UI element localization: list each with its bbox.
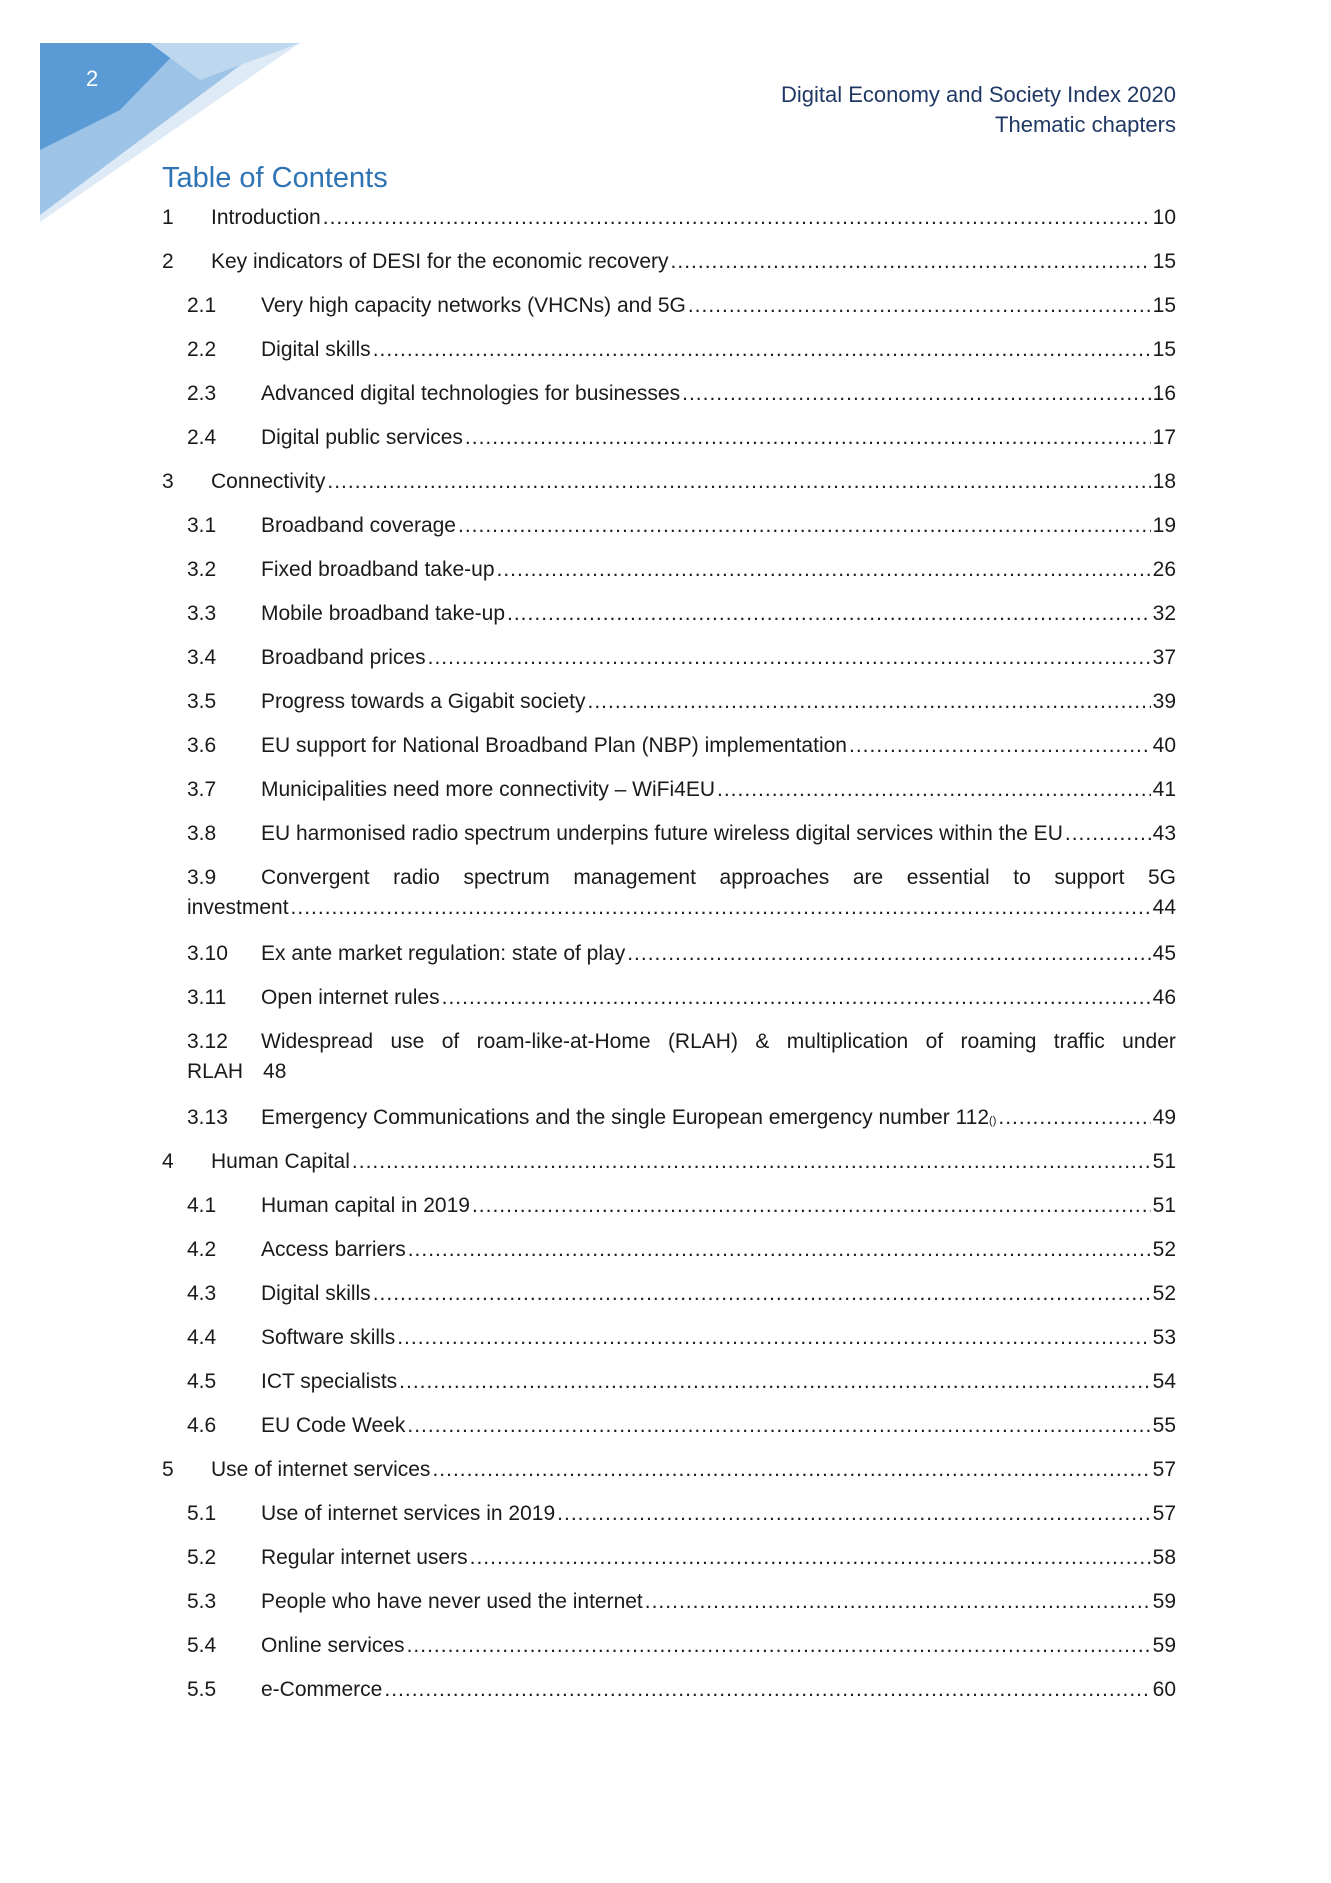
toc-entry-page: 15 xyxy=(1152,338,1176,361)
toc-entry-word: Widespread xyxy=(261,1030,374,1053)
toc-entry[interactable] xyxy=(162,1191,1176,1235)
toc-entry[interactable] xyxy=(162,335,1176,379)
toc-entry-title: investment xyxy=(187,896,289,919)
toc-entry-line xyxy=(162,467,1176,497)
toc-entry[interactable] xyxy=(162,1499,1176,1543)
toc-entry-line xyxy=(187,983,1176,1013)
toc-entry-number: 3.1 xyxy=(187,514,217,537)
toc-entry[interactable] xyxy=(162,1279,1176,1323)
toc-entry-title: Progress towards a Gigabit society xyxy=(261,690,586,713)
toc-entry-title: Very high capacity networks (VHCNs) and 5G xyxy=(261,294,686,317)
toc-entry-line xyxy=(187,1103,1176,1136)
toc-entry-line xyxy=(162,1455,1176,1485)
toc-entry-line xyxy=(162,1147,1176,1177)
toc-entry-line xyxy=(187,335,1176,365)
toc-leader-dots xyxy=(399,1367,1150,1397)
toc-leader-dots xyxy=(682,379,1151,409)
toc-entry[interactable] xyxy=(162,1675,1176,1719)
toc-entry-line xyxy=(187,1543,1176,1573)
toc-entry-title: Connectivity xyxy=(211,470,326,493)
toc-entry-page: 41 xyxy=(1152,778,1176,801)
toc-entry-number: 3.4 xyxy=(187,646,217,669)
toc-leader-dots xyxy=(407,1411,1150,1441)
toc-entry-line xyxy=(187,555,1176,585)
toc-entry-line xyxy=(187,1027,1176,1057)
toc-entry[interactable] xyxy=(162,863,1176,939)
header-title: Digital Economy and Society Index 2020 xyxy=(780,82,1176,107)
toc-entry-title: Fixed broadband take-up xyxy=(261,558,495,581)
toc-entry-line xyxy=(187,1367,1176,1397)
toc-entry-title: EU harmonised radio spectrum underpins future wireless digital services within the EU xyxy=(261,822,1063,845)
toc-entry-page: 53 xyxy=(1152,1326,1176,1349)
toc-entry[interactable] xyxy=(162,247,1176,291)
toc-entry-title: Use of internet services in 2019 xyxy=(261,1502,556,1525)
toc-leader-dots xyxy=(717,775,1151,805)
toc-entry-word: radio xyxy=(393,866,440,889)
toc-entry-title: Human Capital xyxy=(211,1150,350,1173)
toc-entry-title: Broadband prices xyxy=(261,646,426,669)
toc-entry-line xyxy=(187,643,1176,673)
toc-entry-number: 3.9 xyxy=(187,866,217,889)
toc-entry[interactable] xyxy=(162,819,1176,863)
toc-leader-dots xyxy=(998,1103,1150,1133)
toc-entry[interactable] xyxy=(162,291,1176,335)
toc-entry-page: 17 xyxy=(1152,426,1176,449)
toc-entry-page: 57 xyxy=(1152,1458,1176,1481)
toc-entry[interactable] xyxy=(162,775,1176,819)
toc-entry-number: 4 xyxy=(162,1150,174,1173)
toc-entry-word: roam-like-at-Home xyxy=(476,1030,651,1053)
toc-leader-dots xyxy=(323,203,1151,233)
toc-leader-dots xyxy=(587,687,1150,717)
toc-entry-title: Online services xyxy=(261,1634,405,1657)
toc-leader-dots xyxy=(465,423,1151,453)
toc-entry-page: 32 xyxy=(1152,602,1176,625)
toc-entry-title: Access barriers xyxy=(261,1238,406,1261)
toc-entry-page: 59 xyxy=(1152,1634,1176,1657)
toc-leader-dots xyxy=(472,1191,1151,1221)
toc-entry[interactable] xyxy=(162,1411,1176,1455)
toc-entry-number: 3.2 xyxy=(187,558,217,581)
toc-entry[interactable] xyxy=(162,1323,1176,1367)
toc-entry-page: 60 xyxy=(1152,1678,1176,1701)
toc-leader-dots xyxy=(497,555,1151,585)
toc-entry-number: 4.4 xyxy=(187,1326,217,1349)
toc-entry-line xyxy=(187,1235,1176,1265)
toc-entry-page: 45 xyxy=(1152,942,1176,965)
toc-entry-number: 3.5 xyxy=(187,690,217,713)
toc-entry-title: Municipalities need more connectivity – WiFi4EU xyxy=(261,778,716,801)
toc-entry-line xyxy=(187,291,1176,321)
footnote-marker: () xyxy=(989,1115,997,1127)
toc-entry-number: 3.7 xyxy=(187,778,217,801)
toc-entry-word: of xyxy=(925,1030,944,1053)
toc-entry-page: 16 xyxy=(1152,382,1176,405)
toc-entry-word: support xyxy=(1054,866,1125,889)
toc-entry-line xyxy=(187,1057,1176,1087)
toc-entry-number: 2.4 xyxy=(187,426,217,449)
toc-entry-page: 19 xyxy=(1152,514,1176,537)
toc-entry-title: EU support for National Broadband Plan (NBP) implementation xyxy=(261,734,847,757)
toc-entry-page: 48 xyxy=(263,1060,287,1083)
toc-title: Table of Contents xyxy=(162,162,388,194)
toc-entry-number: 5.3 xyxy=(187,1590,217,1613)
toc-entry-title: Mobile broadband take-up xyxy=(261,602,506,625)
toc-entry-number: 5.4 xyxy=(187,1634,217,1657)
toc-entry-title: Use of internet services xyxy=(211,1458,431,1481)
toc-entry-line xyxy=(187,1631,1176,1661)
toc-entry-number: 3.6 xyxy=(187,734,217,757)
toc-entry-number: 5.5 xyxy=(187,1678,217,1701)
toc-leader-dots xyxy=(373,1279,1151,1309)
toc-entry-number: 3.8 xyxy=(187,822,217,845)
toc-leader-dots xyxy=(507,599,1151,629)
toc-leader-dots xyxy=(373,335,1151,365)
toc-entry-title: Open internet rules xyxy=(261,986,440,1009)
toc-entry-title: RLAH xyxy=(187,1060,244,1083)
toc-entry-title: Digital public services xyxy=(261,426,463,449)
toc-entry[interactable] xyxy=(162,731,1176,775)
toc-entry-word: under xyxy=(1122,1030,1176,1053)
toc-entry-word: roaming xyxy=(960,1030,1037,1053)
toc-entry-word: 5G xyxy=(1147,866,1176,889)
toc-entry[interactable] xyxy=(162,643,1176,687)
toc-entry-word: spectrum xyxy=(463,866,550,889)
toc-leader-dots xyxy=(688,291,1151,321)
toc-entry-number: 5.2 xyxy=(187,1546,217,1569)
toc-leader-dots xyxy=(408,1235,1151,1265)
toc-entry-number: 4.6 xyxy=(187,1414,217,1437)
toc-entry-line xyxy=(162,203,1176,233)
toc-entry-title: Introduction xyxy=(211,206,321,229)
toc-entry-word: of xyxy=(441,1030,460,1053)
toc-entry[interactable] xyxy=(162,983,1176,1027)
toc-leader-dots xyxy=(1065,819,1151,849)
toc-entry[interactable] xyxy=(162,1367,1176,1411)
toc-entry-number: 3.10 xyxy=(187,942,228,965)
toc-entry[interactable] xyxy=(162,555,1176,599)
toc-entry-line xyxy=(187,423,1176,453)
toc-entry[interactable] xyxy=(162,511,1176,555)
toc-entry-line xyxy=(187,511,1176,541)
toc-entry-page: 18 xyxy=(1152,470,1176,493)
toc-entry[interactable] xyxy=(162,1587,1176,1631)
toc-leader-dots xyxy=(327,467,1150,497)
toc-entry-line xyxy=(187,687,1176,717)
toc-entry-line xyxy=(187,731,1176,761)
toc-entry-page: 51 xyxy=(1152,1150,1176,1173)
toc-entry-number: 3.13 xyxy=(187,1106,228,1129)
toc-entry-number: 3.3 xyxy=(187,602,217,625)
toc-leader-dots xyxy=(397,1323,1150,1353)
toc-entry-word: traffic xyxy=(1053,1030,1105,1053)
toc-entry-page: 59 xyxy=(1152,1590,1176,1613)
toc-entry[interactable] xyxy=(162,1543,1176,1587)
toc-entry-word: are xyxy=(852,866,884,889)
toc-entry-line xyxy=(187,599,1176,629)
toc-entry-line xyxy=(187,1411,1176,1441)
toc-entry-line xyxy=(187,1191,1176,1221)
toc-entry-line xyxy=(187,939,1176,969)
toc-entry[interactable] xyxy=(162,467,1176,511)
toc-entry[interactable] xyxy=(162,379,1176,423)
toc-entry-page: 54 xyxy=(1152,1370,1176,1393)
toc-entry-title: Advanced digital technologies for businesses xyxy=(261,382,681,405)
toc-leader-dots xyxy=(384,1675,1150,1705)
toc-entry-line xyxy=(187,893,1176,923)
header-subtitle: Thematic chapters xyxy=(995,112,1176,137)
toc-entry-page: 43 xyxy=(1152,822,1176,845)
toc-entry-number: 3.12 xyxy=(187,1030,228,1053)
toc-leader-dots xyxy=(849,731,1151,761)
toc-entry-word: & xyxy=(755,1030,770,1053)
toc-leader-dots xyxy=(645,1587,1151,1617)
toc-entry-line xyxy=(187,863,1176,893)
toc-entry-page: 15 xyxy=(1152,250,1176,273)
toc-entry-page: 40 xyxy=(1152,734,1176,757)
toc-entry-number: 1 xyxy=(162,206,174,229)
toc-entry[interactable] xyxy=(162,687,1176,731)
toc-entry[interactable] xyxy=(162,1147,1176,1191)
toc-entry-page: 51 xyxy=(1152,1194,1176,1217)
toc-entry-page: 49 xyxy=(1152,1106,1176,1129)
toc-entry-title: EU Code Week xyxy=(261,1414,406,1437)
toc-entry-title: Software skills xyxy=(261,1326,396,1349)
toc-entry[interactable] xyxy=(162,1631,1176,1675)
toc-entry-page: 39 xyxy=(1152,690,1176,713)
toc-entry-title: Digital skills xyxy=(261,1282,371,1305)
document-header xyxy=(781,80,1176,140)
toc-leader-dots xyxy=(627,939,1150,969)
toc-entry-word: management xyxy=(573,866,696,889)
toc-entry-number: 4.2 xyxy=(187,1238,217,1261)
toc-entry-page: 55 xyxy=(1152,1414,1176,1437)
toc-entry[interactable] xyxy=(162,599,1176,643)
toc-leader-dots xyxy=(671,247,1151,277)
toc-entry-number: 5.1 xyxy=(187,1502,217,1525)
toc-entry-page: 15 xyxy=(1152,294,1176,317)
toc-entry[interactable] xyxy=(162,1235,1176,1279)
toc-entry-title: Broadband coverage xyxy=(261,514,456,537)
toc-entry-word: to xyxy=(1013,866,1031,889)
toc-entry-line xyxy=(187,1675,1176,1705)
page-number: 2 xyxy=(86,66,99,91)
toc-entry[interactable] xyxy=(162,203,1176,247)
toc-entry-page: 37 xyxy=(1152,646,1176,669)
toc-entry-title: Digital skills xyxy=(261,338,371,361)
table-of-contents xyxy=(162,203,1176,1719)
toc-entry-title: Emergency Communications and the single European emergency number 112 xyxy=(261,1106,990,1129)
toc-entry-title: ICT specialists xyxy=(261,1370,398,1393)
toc-leader-dots xyxy=(557,1499,1150,1529)
toc-entry-line xyxy=(187,1279,1176,1309)
toc-entry-number: 2 xyxy=(162,250,174,273)
toc-entry-line xyxy=(187,1499,1176,1529)
toc-entry-number: 3.11 xyxy=(187,986,227,1009)
toc-entry-word: (RLAH) xyxy=(667,1030,738,1053)
toc-entry-title: Ex ante market regulation: state of play xyxy=(261,942,626,965)
toc-leader-dots xyxy=(407,1631,1151,1661)
toc-entry-line xyxy=(187,775,1176,805)
toc-entry[interactable] xyxy=(162,1455,1176,1499)
toc-entry-page: 52 xyxy=(1152,1282,1176,1305)
toc-entry-word: multiplication xyxy=(786,1030,909,1053)
toc-entry-title: Key indicators of DESI for the economic recovery xyxy=(211,250,669,273)
toc-entry-page: 52 xyxy=(1152,1238,1176,1261)
toc-entry-word: approaches xyxy=(719,866,830,889)
toc-entry-page: 44 xyxy=(1152,896,1176,919)
toc-entry-line xyxy=(187,819,1176,849)
toc-entry[interactable] xyxy=(162,939,1176,983)
toc-entry-title: e-Commerce xyxy=(261,1678,383,1701)
toc-entry-line xyxy=(187,379,1176,409)
toc-leader-dots xyxy=(458,511,1151,541)
toc-entry-number: 4.1 xyxy=(187,1194,217,1217)
toc-entry-page: 57 xyxy=(1152,1502,1176,1525)
toc-entry-line xyxy=(162,247,1176,277)
toc-entry[interactable] xyxy=(162,1103,1176,1147)
toc-entry[interactable] xyxy=(162,423,1176,467)
toc-entry-page: 26 xyxy=(1152,558,1176,581)
toc-leader-dots xyxy=(442,983,1151,1013)
toc-entry[interactable] xyxy=(162,1027,1176,1103)
toc-entry-number: 2.1 xyxy=(187,294,217,317)
toc-leader-dots xyxy=(352,1147,1151,1177)
toc-entry-page: 46 xyxy=(1152,986,1176,1009)
toc-entry-line xyxy=(187,1323,1176,1353)
toc-entry-number: 4.3 xyxy=(187,1282,217,1305)
toc-entry-number: 2.2 xyxy=(187,338,217,361)
toc-entry-title: People who have never used the internet xyxy=(261,1590,643,1613)
toc-leader-dots xyxy=(432,1455,1150,1485)
toc-leader-dots xyxy=(291,893,1151,923)
toc-entry-word: Convergent xyxy=(261,866,370,889)
toc-entry-number: 2.3 xyxy=(187,382,217,405)
toc-leader-dots xyxy=(470,1543,1151,1573)
toc-entry-title: Human capital in 2019 xyxy=(261,1194,470,1217)
toc-entry-word: essential xyxy=(906,866,990,889)
toc-entry-number: 4.5 xyxy=(187,1370,217,1393)
toc-entry-line xyxy=(187,1587,1176,1617)
toc-entry-page: 58 xyxy=(1152,1546,1176,1569)
toc-entry-title: Regular internet users xyxy=(261,1546,468,1569)
toc-entry-number: 3 xyxy=(162,470,174,493)
toc-entry-word: use xyxy=(390,1030,425,1053)
toc-leader-dots xyxy=(428,643,1151,673)
toc-entry-number: 5 xyxy=(162,1458,174,1481)
toc-entry-page: 10 xyxy=(1152,206,1176,229)
